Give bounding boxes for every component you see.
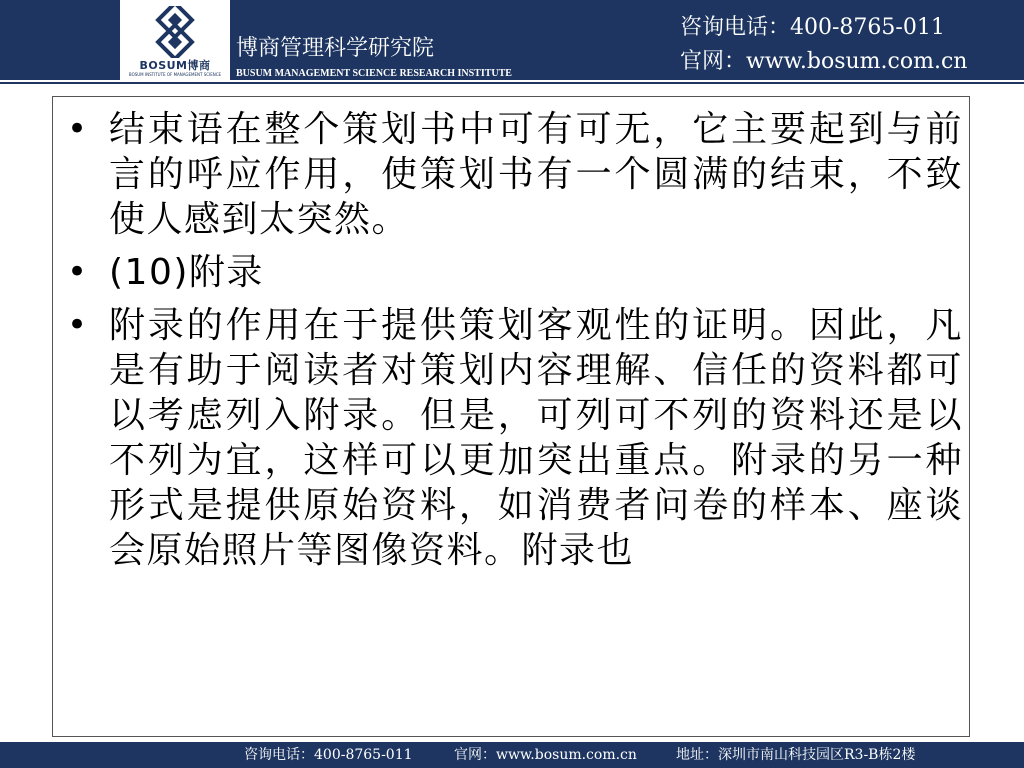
footer-phone: 咨询电话：400-8765-011 [244,747,413,763]
header-phone: 咨询电话：400-8765-011 [680,15,945,40]
bullet-marker: • [67,109,89,149]
header-divider [0,82,1024,84]
bullet-item [53,250,969,295]
bullet-text: 结束语在整个策划书中可有可无，它主要起到与前言的呼应作用，使策划书有一个圆满的结束，不致使人感到太突然。 [109,109,963,240]
bullet-text: 附录的作用在于提供策划客观性的证明。因此，凡是有助于阅读者对策划内容理解、信任的资料都可以考虑列入附录。但是，可列可不列的资料还是以不列为宜，这样可以更加突出重点。附录的另一种形式是提供原始资料，如消费者问卷的样本、座谈会原始照片等图像资料。附录也 [109,305,963,571]
bullet-list [53,107,969,581]
bullet-marker: • [67,252,89,292]
bullet-marker: • [67,305,89,345]
footer-bar [0,742,1024,768]
header-website: 官网：www.bosum.com.cn [680,49,968,74]
logo-wordmark: BOSUM博商 [139,59,211,72]
header-bar [0,0,1024,80]
logo [120,0,230,80]
institute-name-cn: 博商管理科学研究院 [236,36,435,61]
bullet-item [53,303,969,573]
institute-name-en: BUSUM MANAGEMENT SCIENCE RESEARCH INSTITUTE [236,68,512,79]
logo-subtitle: BOSUM INSTITUTE OF MANAGEMENT SCIENCE [128,72,222,77]
bosum-logo-icon [149,6,201,58]
footer-address: 地址：深圳市南山科技园区R3-B栋2楼 [676,747,916,763]
footer-website: 官网：www.bosum.com.cn [454,747,637,763]
bullet-item [53,107,969,242]
bullet-text: (10)附录 [109,252,264,293]
content-area [52,96,970,737]
